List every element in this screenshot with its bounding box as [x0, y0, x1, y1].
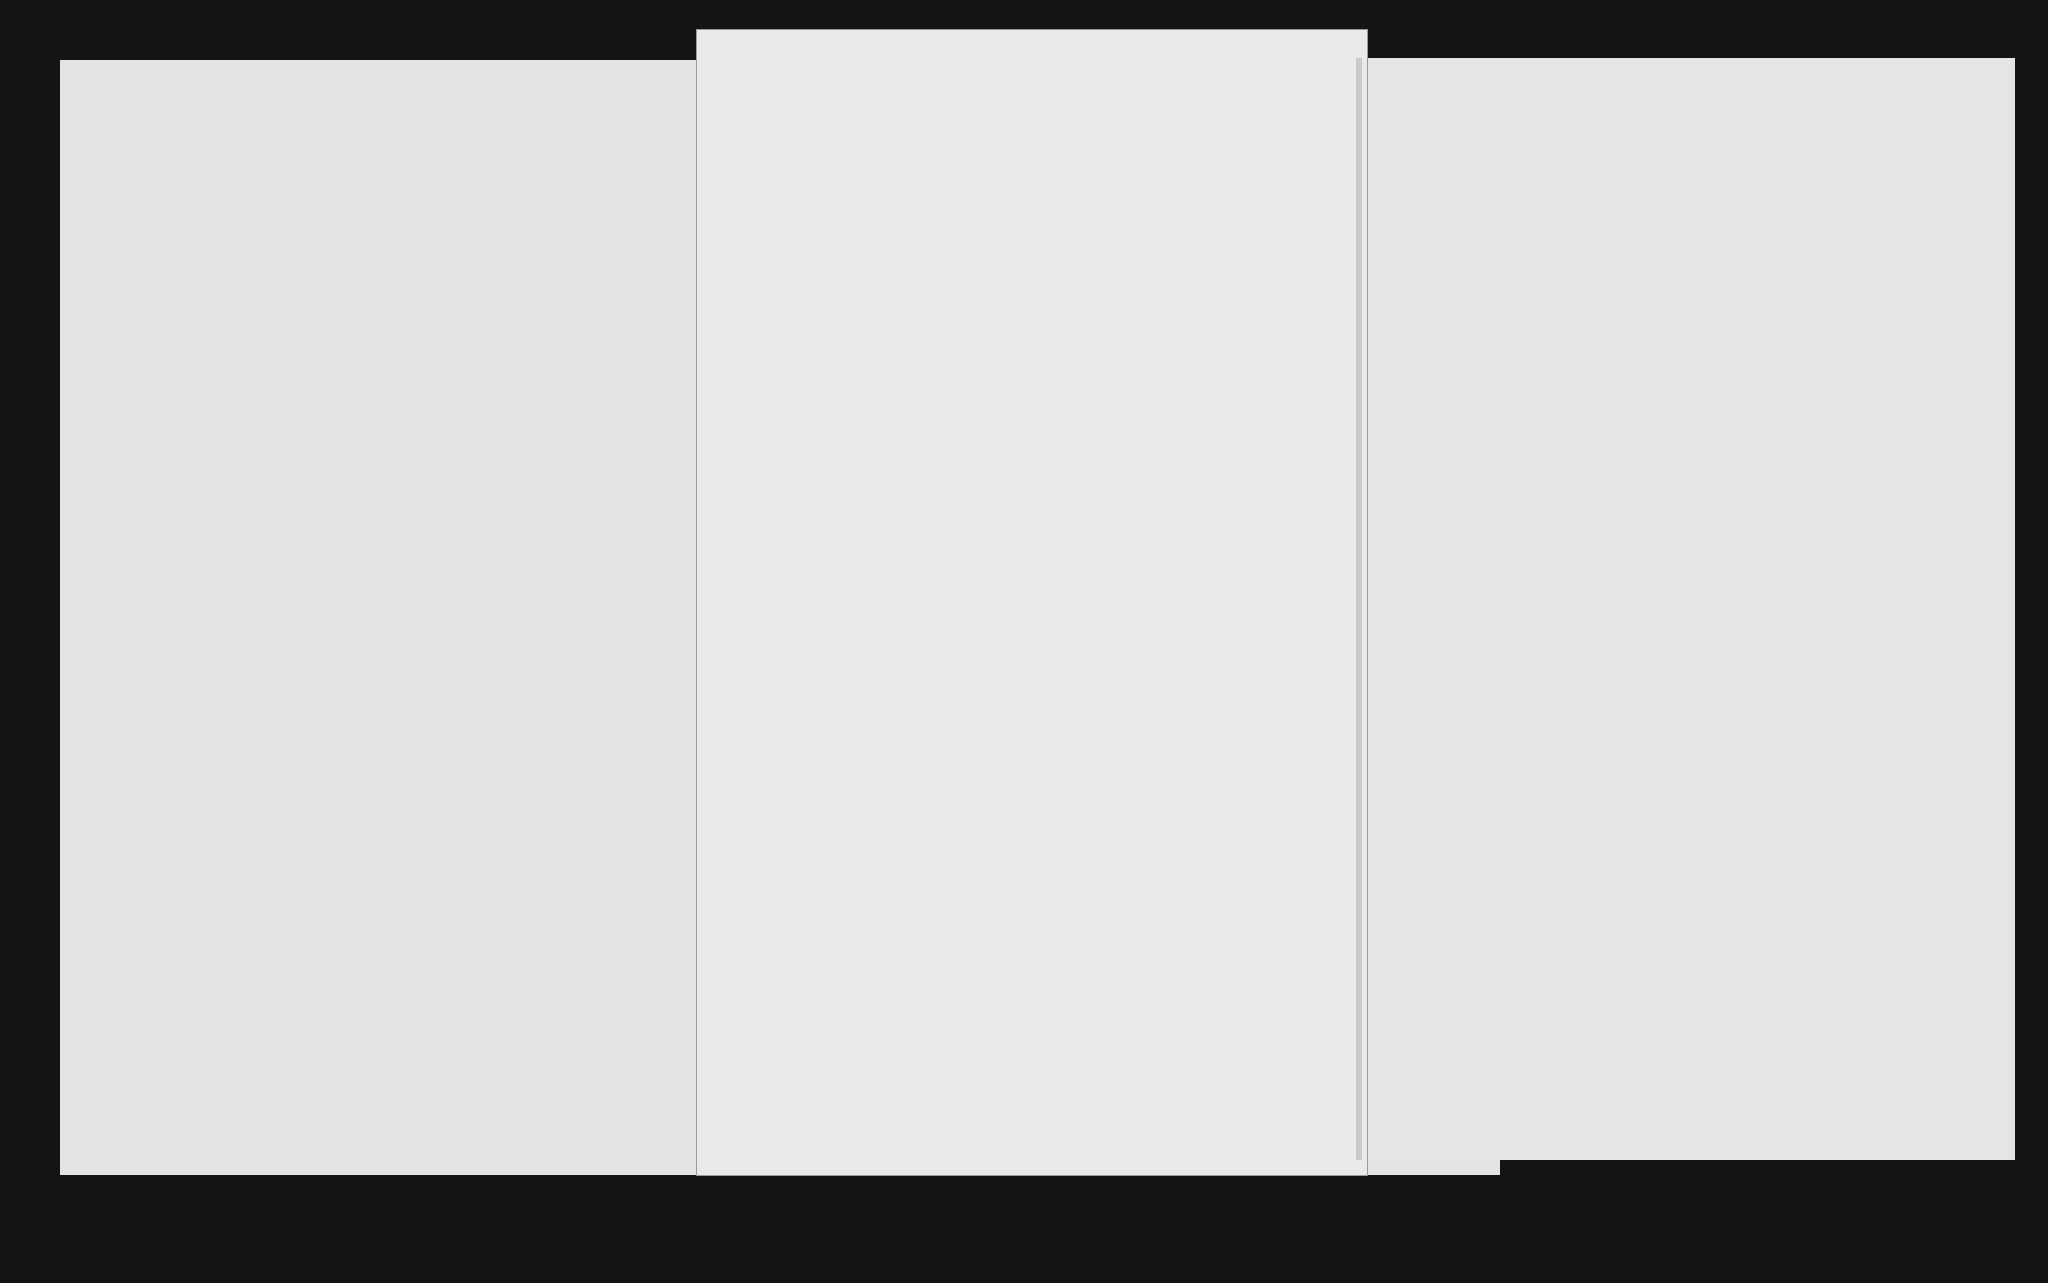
header-sex-female: [474, 215, 488, 295]
header-sex-male: [456, 215, 470, 295]
header-person-no: [136, 190, 152, 318]
header-household-no: [114, 190, 130, 318]
